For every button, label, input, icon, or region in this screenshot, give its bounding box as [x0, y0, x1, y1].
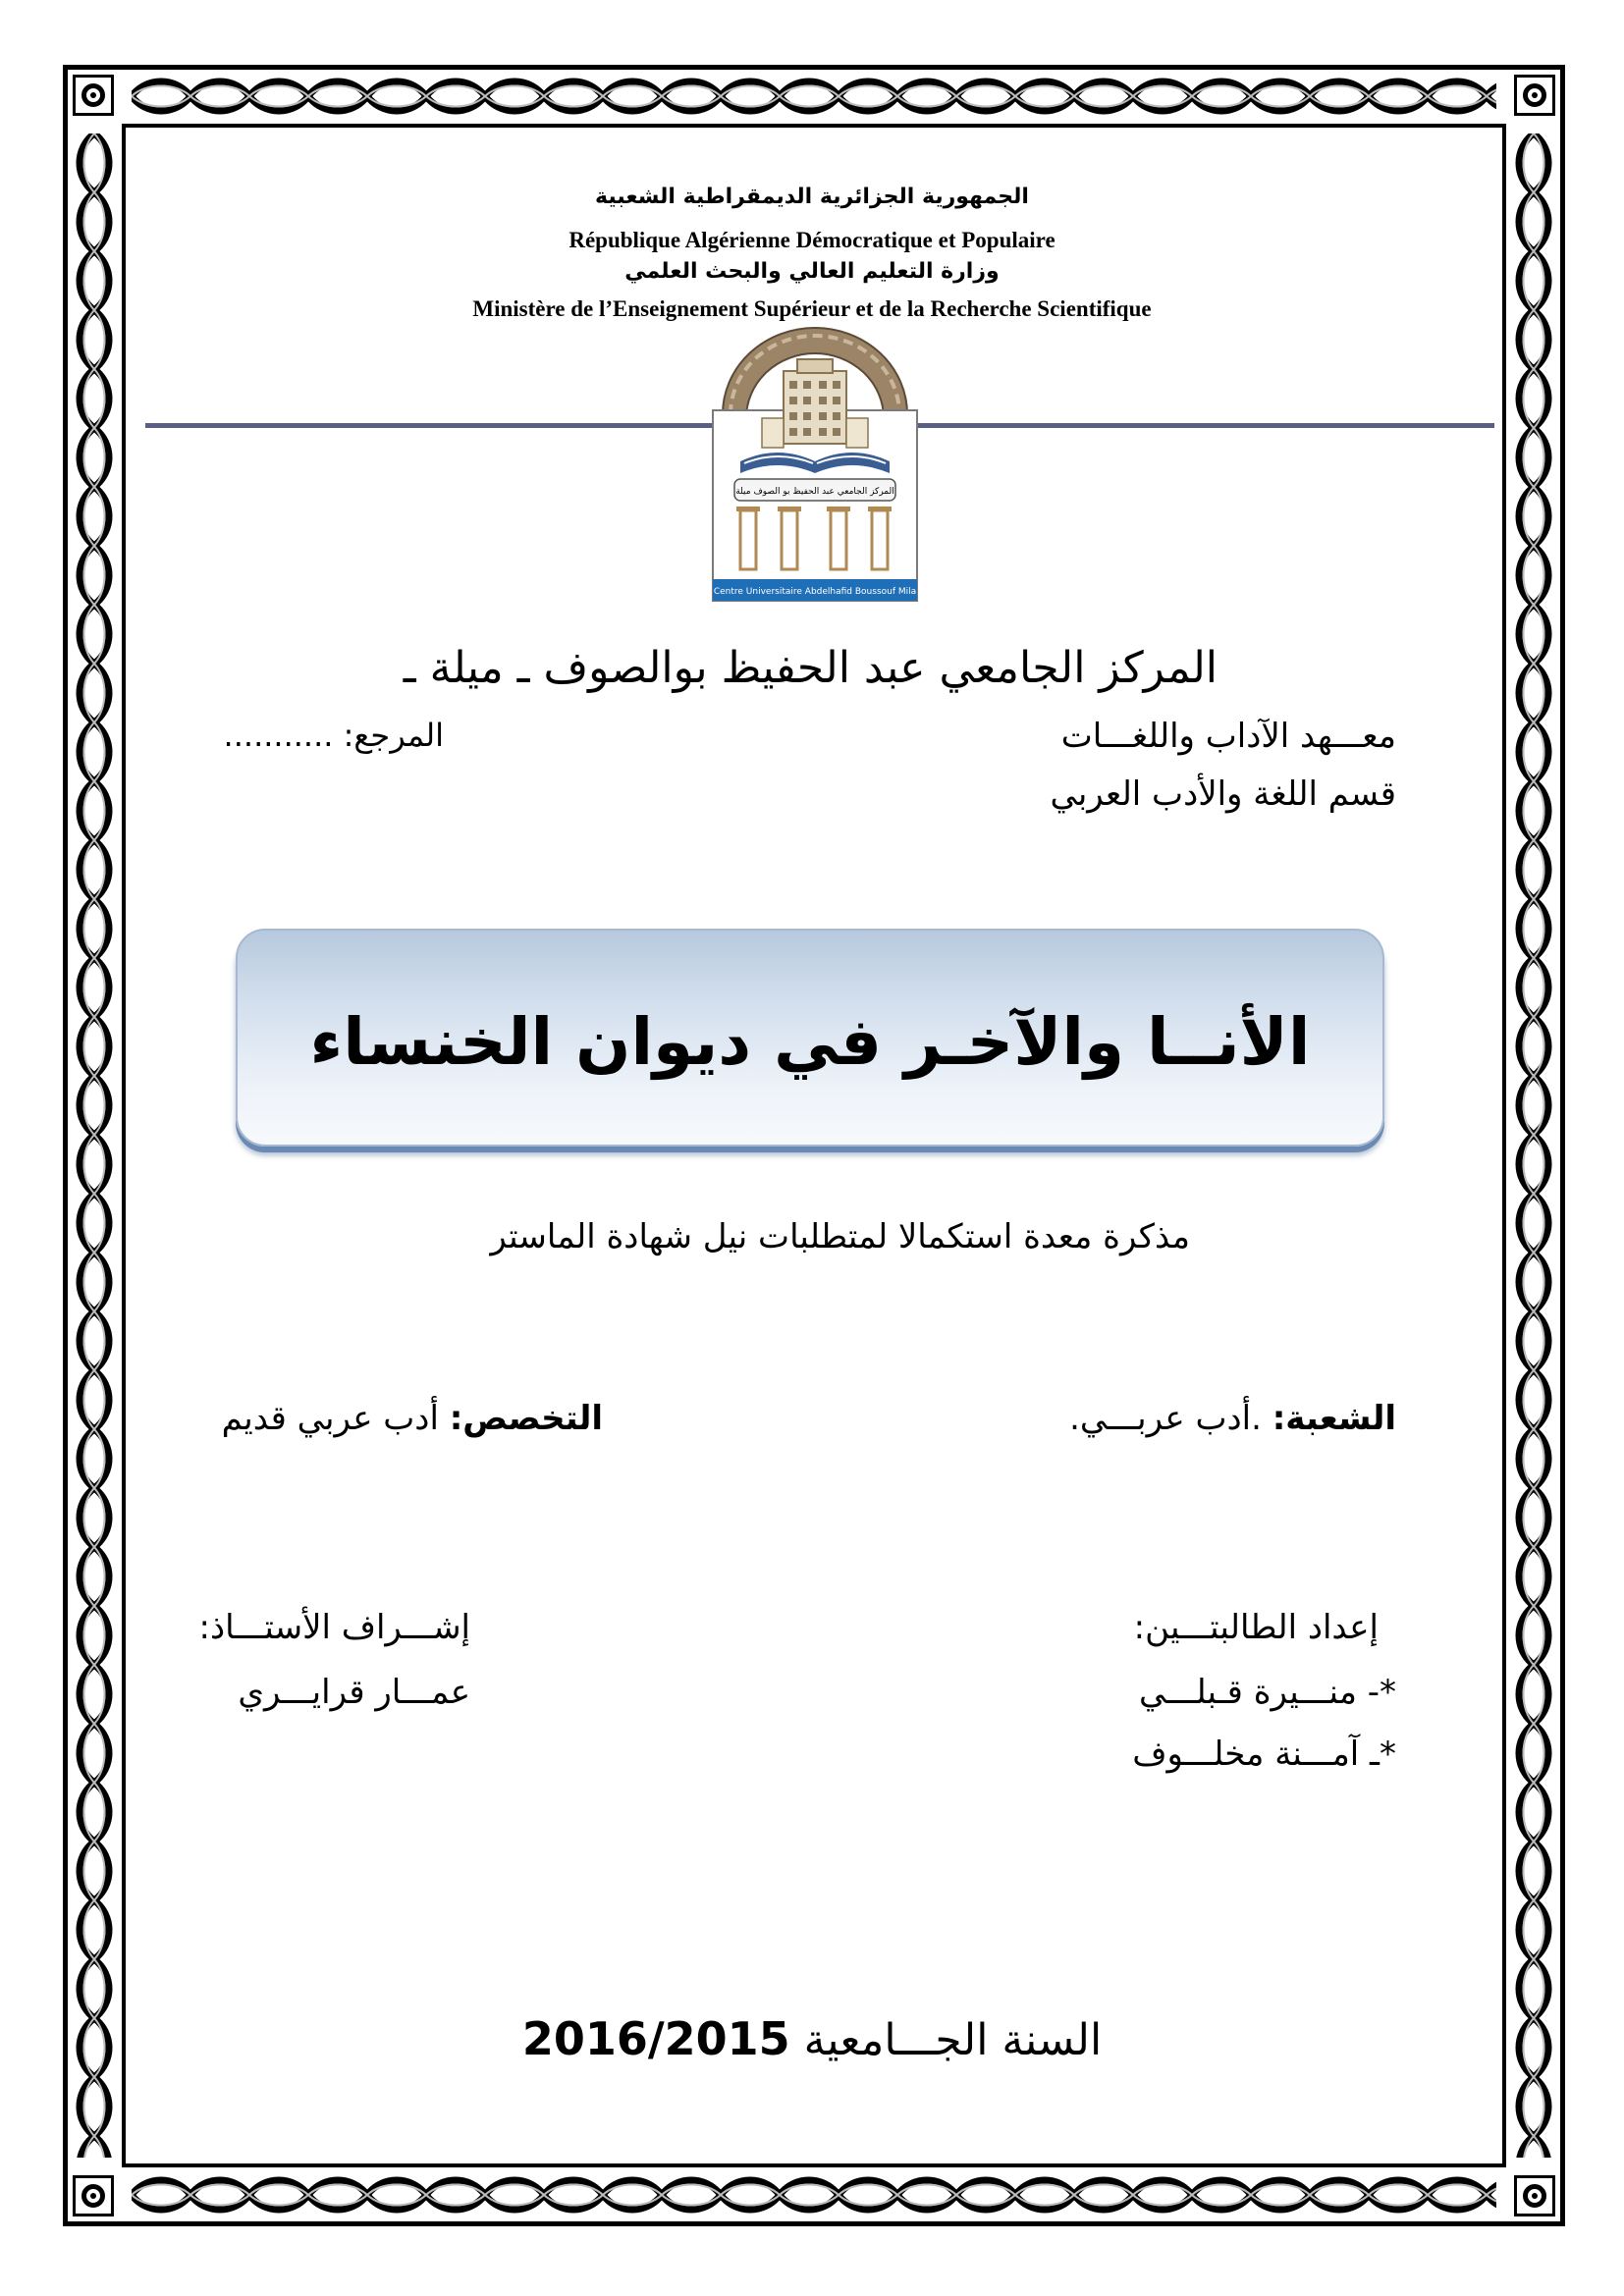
- branch-value: .أدب عربـــي.: [1069, 1399, 1272, 1438]
- academic-year-value: 2016/2015: [521, 2012, 790, 2065]
- border-chain-left: [73, 133, 116, 2158]
- academic-year-label: السنة الجـــامعية: [789, 2015, 1103, 2065]
- university-logo: [711, 324, 919, 603]
- specialty-line: [222, 1399, 603, 1438]
- department-name: قسم اللغة والأدب العربي: [1050, 774, 1396, 814]
- ministry-french: Ministère de l’Enseignement Supérieur et de la Recherche Scientifique: [472, 296, 1152, 321]
- ministry-arabic: وزارة التعليم العالي والبحث العلمي: [624, 259, 1000, 284]
- border-chain-right: [1512, 133, 1555, 2158]
- border-chain-top: [132, 75, 1496, 118]
- corner-ornament-icon: [73, 75, 114, 116]
- thesis-title: الأنــا والآخـر في ديوان الخنساء: [309, 1003, 1311, 1080]
- corner-ornament-icon: [1514, 75, 1555, 116]
- supervisor-name: عمـــار قرايـــري: [238, 1673, 470, 1712]
- center-name: المركز الجامعي عبد الحفيظ بوالصوف ـ ميلة ـ: [403, 643, 1218, 693]
- students-label: إعداد الطالبتـــين:: [1133, 1608, 1379, 1647]
- student-name: *ـ آمـــنة مخلـــوف: [1132, 1735, 1396, 1774]
- corner-ornament-icon: [1514, 2175, 1555, 2216]
- title-box: [236, 929, 1384, 1147]
- reference-field: المرجع: ...........: [223, 717, 444, 754]
- republic-arabic: الجمهورية الجزائرية الديمقراطية الشعبية: [595, 185, 1029, 209]
- student-name: *- منـــيرة قـبلـــي: [1138, 1673, 1396, 1712]
- border-chain-bottom: [132, 2173, 1496, 2216]
- republic-french: République Algérienne Démocratique et Populaire: [568, 228, 1056, 252]
- logo-caption-arabic: المركز الجامعي عبد الحفيظ بو الصوف ميلة: [735, 487, 894, 497]
- branch-line: [1069, 1399, 1396, 1438]
- institute-name: معـــهد الآداب واللغـــات: [1060, 717, 1396, 756]
- branch-label: الشعبة:: [1272, 1399, 1396, 1438]
- academic-year: [0, 2012, 1624, 2065]
- supervisor-label: إشـــراف الأستـــاذ:: [198, 1608, 470, 1647]
- header-rule-right: [913, 423, 1494, 428]
- specialty-value: أدب عربي قديم: [221, 1399, 450, 1438]
- corner-ornament-icon: [73, 2175, 114, 2216]
- memo-description: مذكرة معدة استكمالا لمتطلبات نيل شهادة الماستر: [490, 1217, 1190, 1256]
- logo-caption-french: Centre Universitaire Abdelhafid Boussouf Mila: [713, 587, 917, 597]
- specialty-label: التخصص:: [449, 1399, 603, 1438]
- header-rule-left: [145, 423, 717, 428]
